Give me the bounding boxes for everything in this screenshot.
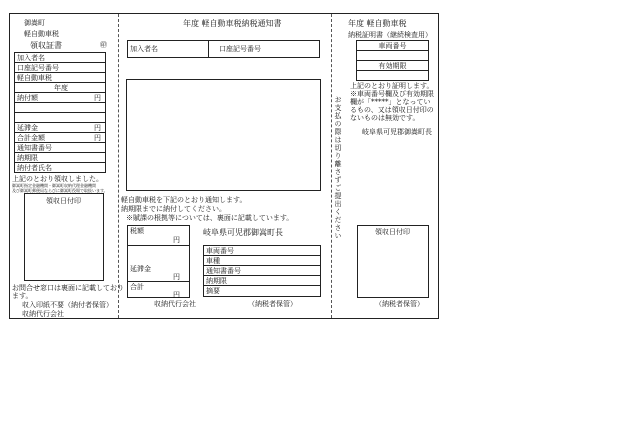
notice-line-1: 軽自動車税を下記のとおり通知します。 <box>121 196 247 204</box>
left-subscriber-row: 加入者名 <box>14 52 106 63</box>
perforation-right <box>331 14 332 318</box>
center-mayor: 岐阜県可児郡御嵩町長 <box>203 228 283 237</box>
receipt-mark: ㊞ <box>100 41 107 49</box>
center-total-yen: 円 <box>173 291 180 299</box>
info-vehicle-type: 車種 <box>203 255 321 266</box>
perforation-left <box>118 14 119 318</box>
center-late-yen: 円 <box>173 273 180 281</box>
left-agent: 収納代行会社 <box>22 310 64 318</box>
amount-yen: 円 <box>94 94 101 102</box>
left-town: 御嵩町 <box>24 19 45 27</box>
late-yen: 円 <box>94 124 101 132</box>
right-blank-row-2 <box>356 70 429 81</box>
center-divider-1 <box>127 245 190 246</box>
right-keep: （納税者保管） <box>375 300 424 308</box>
left-account-row: 口座記号番号 <box>14 62 106 73</box>
inquiry-line-2: ます。 <box>12 292 33 300</box>
center-tax-label: 税額 <box>130 227 144 235</box>
total-yen: 円 <box>94 134 101 142</box>
right-expiry-row: 有効期限 <box>356 60 429 71</box>
left-due-row: 納期限 <box>14 152 106 163</box>
center-address-box <box>126 79 321 191</box>
left-received-text: 上記のとおり領収しました。 <box>12 175 103 183</box>
center-account-cell: 口座記号番号 <box>208 40 320 58</box>
right-cert-3: 欄が「*****」となってい <box>350 98 431 106</box>
right-cert-4: るもの、又は領収日付印の <box>350 106 434 114</box>
left-note-1: 御嵩町指定金融機関・御嵩町収納代理金融機関 <box>12 183 96 188</box>
amount-label: 納付額 <box>17 94 38 102</box>
info-notice-number: 通知書番号 <box>203 265 321 276</box>
center-total-label: 合計 <box>130 283 144 291</box>
notice-line-3: ※賦課の根拠等については、裏面に記載しています。 <box>126 214 294 222</box>
inquiry-line-1: お問合せ窓口は裏面に記載しており <box>12 284 124 292</box>
vertical-instruction: お支払の際は切り離さずご提出ください <box>334 96 342 240</box>
right-header-2: 納税証明書（継続検査用） <box>348 31 432 39</box>
notice-line-2: 納期限までに納付してください。 <box>121 205 226 213</box>
info-due-date: 納期限 <box>203 275 321 286</box>
center-tax-yen: 円 <box>173 236 180 244</box>
info-vehicle-number: 車両番号 <box>203 245 321 256</box>
right-cert-1: 上記のとおり証明します。 <box>350 82 434 90</box>
center-header: 年度 軽自動車税納税通知書 <box>183 19 282 28</box>
right-cert-2: ※車両番号欄及び有効期限 <box>350 90 434 98</box>
seal-note: 収入印紙不要（納付者保管） <box>22 301 113 309</box>
center-agent: 収納代行会社 <box>154 300 196 308</box>
left-tax-name: 軽自動車税 <box>24 30 59 38</box>
center-divider-2 <box>127 281 190 282</box>
center-keep: （納税者保管） <box>248 300 297 308</box>
left-stamp-label: 領収日付印 <box>46 197 81 205</box>
left-stamp-box <box>24 193 104 281</box>
right-header-1: 年度 軽自動車税 <box>348 19 407 28</box>
right-stamp-label: 領収日付印 <box>375 228 410 236</box>
info-remarks: 摘要 <box>203 285 321 297</box>
total-label: 合計金額 <box>17 134 45 142</box>
center-late-label: 延滞金 <box>130 265 151 273</box>
right-mayor: 岐阜県可児郡御嵩町長 <box>362 128 432 136</box>
left-notice-row: 通知書番号 <box>14 142 106 153</box>
right-cert-5: ないものは無効です。 <box>350 114 420 122</box>
left-note-2: 及び御嵩町郵便局ならびに御嵩町役場で取扱います。 <box>12 188 108 193</box>
left-tax-row: 軽自動車税 <box>14 72 106 83</box>
left-payer-row: 納付者氏名 <box>14 162 106 173</box>
receipt-title: 領収証書 <box>30 41 62 50</box>
late-label: 延滞金 <box>17 124 38 132</box>
year-label: 年度 <box>54 84 68 92</box>
center-subscriber-cell: 加入者名 <box>127 40 209 58</box>
right-vehicle-row: 車両番号 <box>356 40 429 51</box>
